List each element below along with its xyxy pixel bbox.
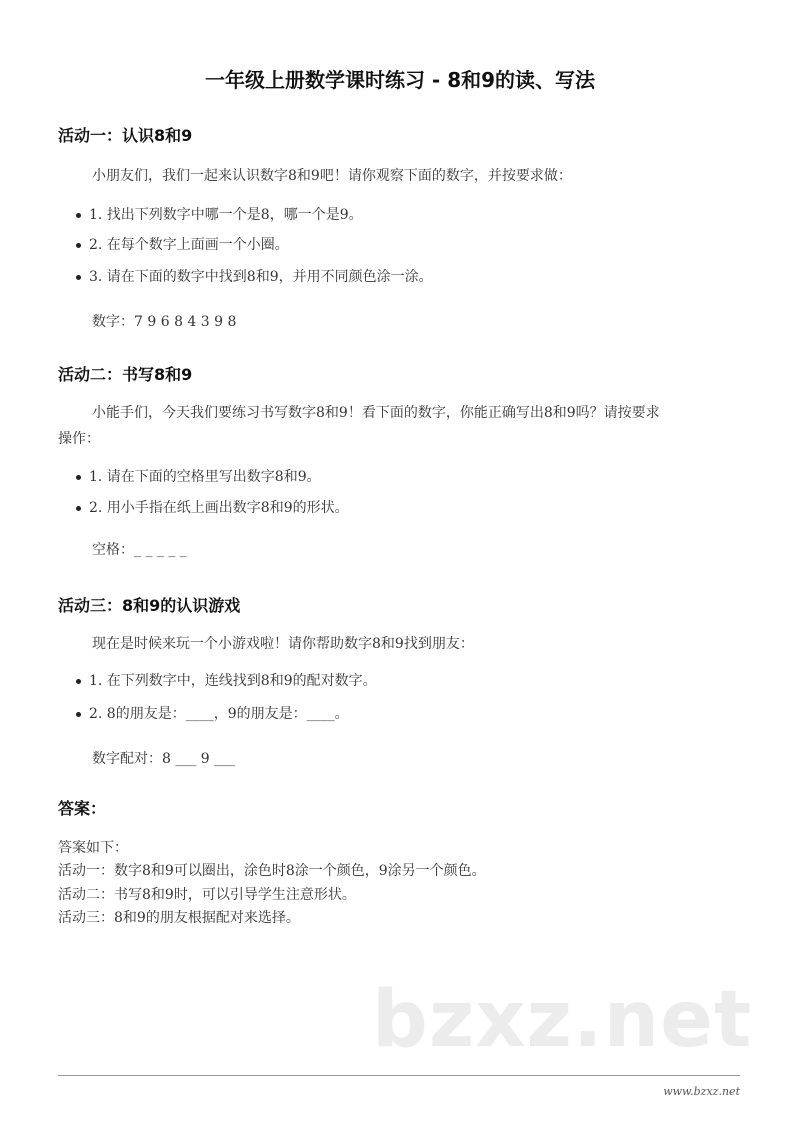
activity3-pairing: 数字配对：8 ___ 9 ___ [92, 751, 236, 767]
activity1-digits: 数字：7 9 6 8 4 3 9 8 [92, 314, 237, 330]
list-item: 1. 在下列数字中，连线找到8和9的配对数字。 [76, 670, 377, 690]
list-item: 2. 在每个数字上面画一个小圈。 [76, 234, 289, 254]
answer-line: 活动二：书写8和9时，可以引导学生注意形状。 [58, 887, 356, 903]
bullet-icon [76, 475, 81, 480]
footer-url: www.bzxz.net [663, 1085, 740, 1098]
bullet-icon [76, 213, 81, 218]
activity1-heading: 活动一：认识8和9 [58, 126, 193, 145]
activity3-heading: 活动三：8和9的认识游戏 [58, 596, 241, 615]
answers-heading: 答案： [58, 799, 107, 818]
activity2-heading: 活动二：书写8和9 [58, 365, 193, 384]
bullet-icon [76, 679, 81, 684]
activity2-intro-cont: 操作： [58, 431, 100, 447]
footer-divider [58, 1075, 740, 1076]
bullet-icon [76, 712, 81, 717]
answer-line: 活动三：8和9的朋友根据配对来选择。 [58, 910, 300, 926]
activity2-blanks: 空格：_ _ _ _ _ [92, 542, 187, 558]
answer-line: 答案如下： [58, 840, 128, 856]
bullet-icon [76, 506, 81, 511]
bullet-icon [76, 243, 81, 248]
list-item: 2. 用小手指在纸上画出数字8和9的形状。 [76, 497, 349, 517]
answer-line: 活动一：数字8和9可以圈出，涂色时8涂一个颜色，9涂另一个颜色。 [58, 863, 486, 879]
page-title: 一年级上册数学课时练习 - 8和9的读、写法 [204, 68, 596, 92]
activity1-intro: 小朋友们，我们一起来认识数字8和9吧！请你观察下面的数字，并按要求做： [92, 168, 572, 184]
list-item: 1. 找出下列数字中哪一个是8，哪一个是9。 [76, 204, 363, 224]
bullet-icon [76, 275, 81, 280]
list-item: 2. 8的朋友是：____，9的朋友是：____。 [76, 703, 349, 723]
list-item: 3. 请在下面的数字中找到8和9，并用不同颜色涂一涂。 [76, 266, 433, 286]
activity2-intro: 小能手们，今天我们要练习书写数字8和9！看下面的数字，你能正确写出8和9吗？请按要求 [92, 405, 660, 421]
activity3-intro: 现在是时候来玩一个小游戏啦！请你帮助数字8和9找到朋友： [92, 636, 474, 652]
list-item: 1. 请在下面的空格里写出数字8和9。 [76, 466, 321, 486]
watermark: bzxz.net [372, 975, 753, 1065]
